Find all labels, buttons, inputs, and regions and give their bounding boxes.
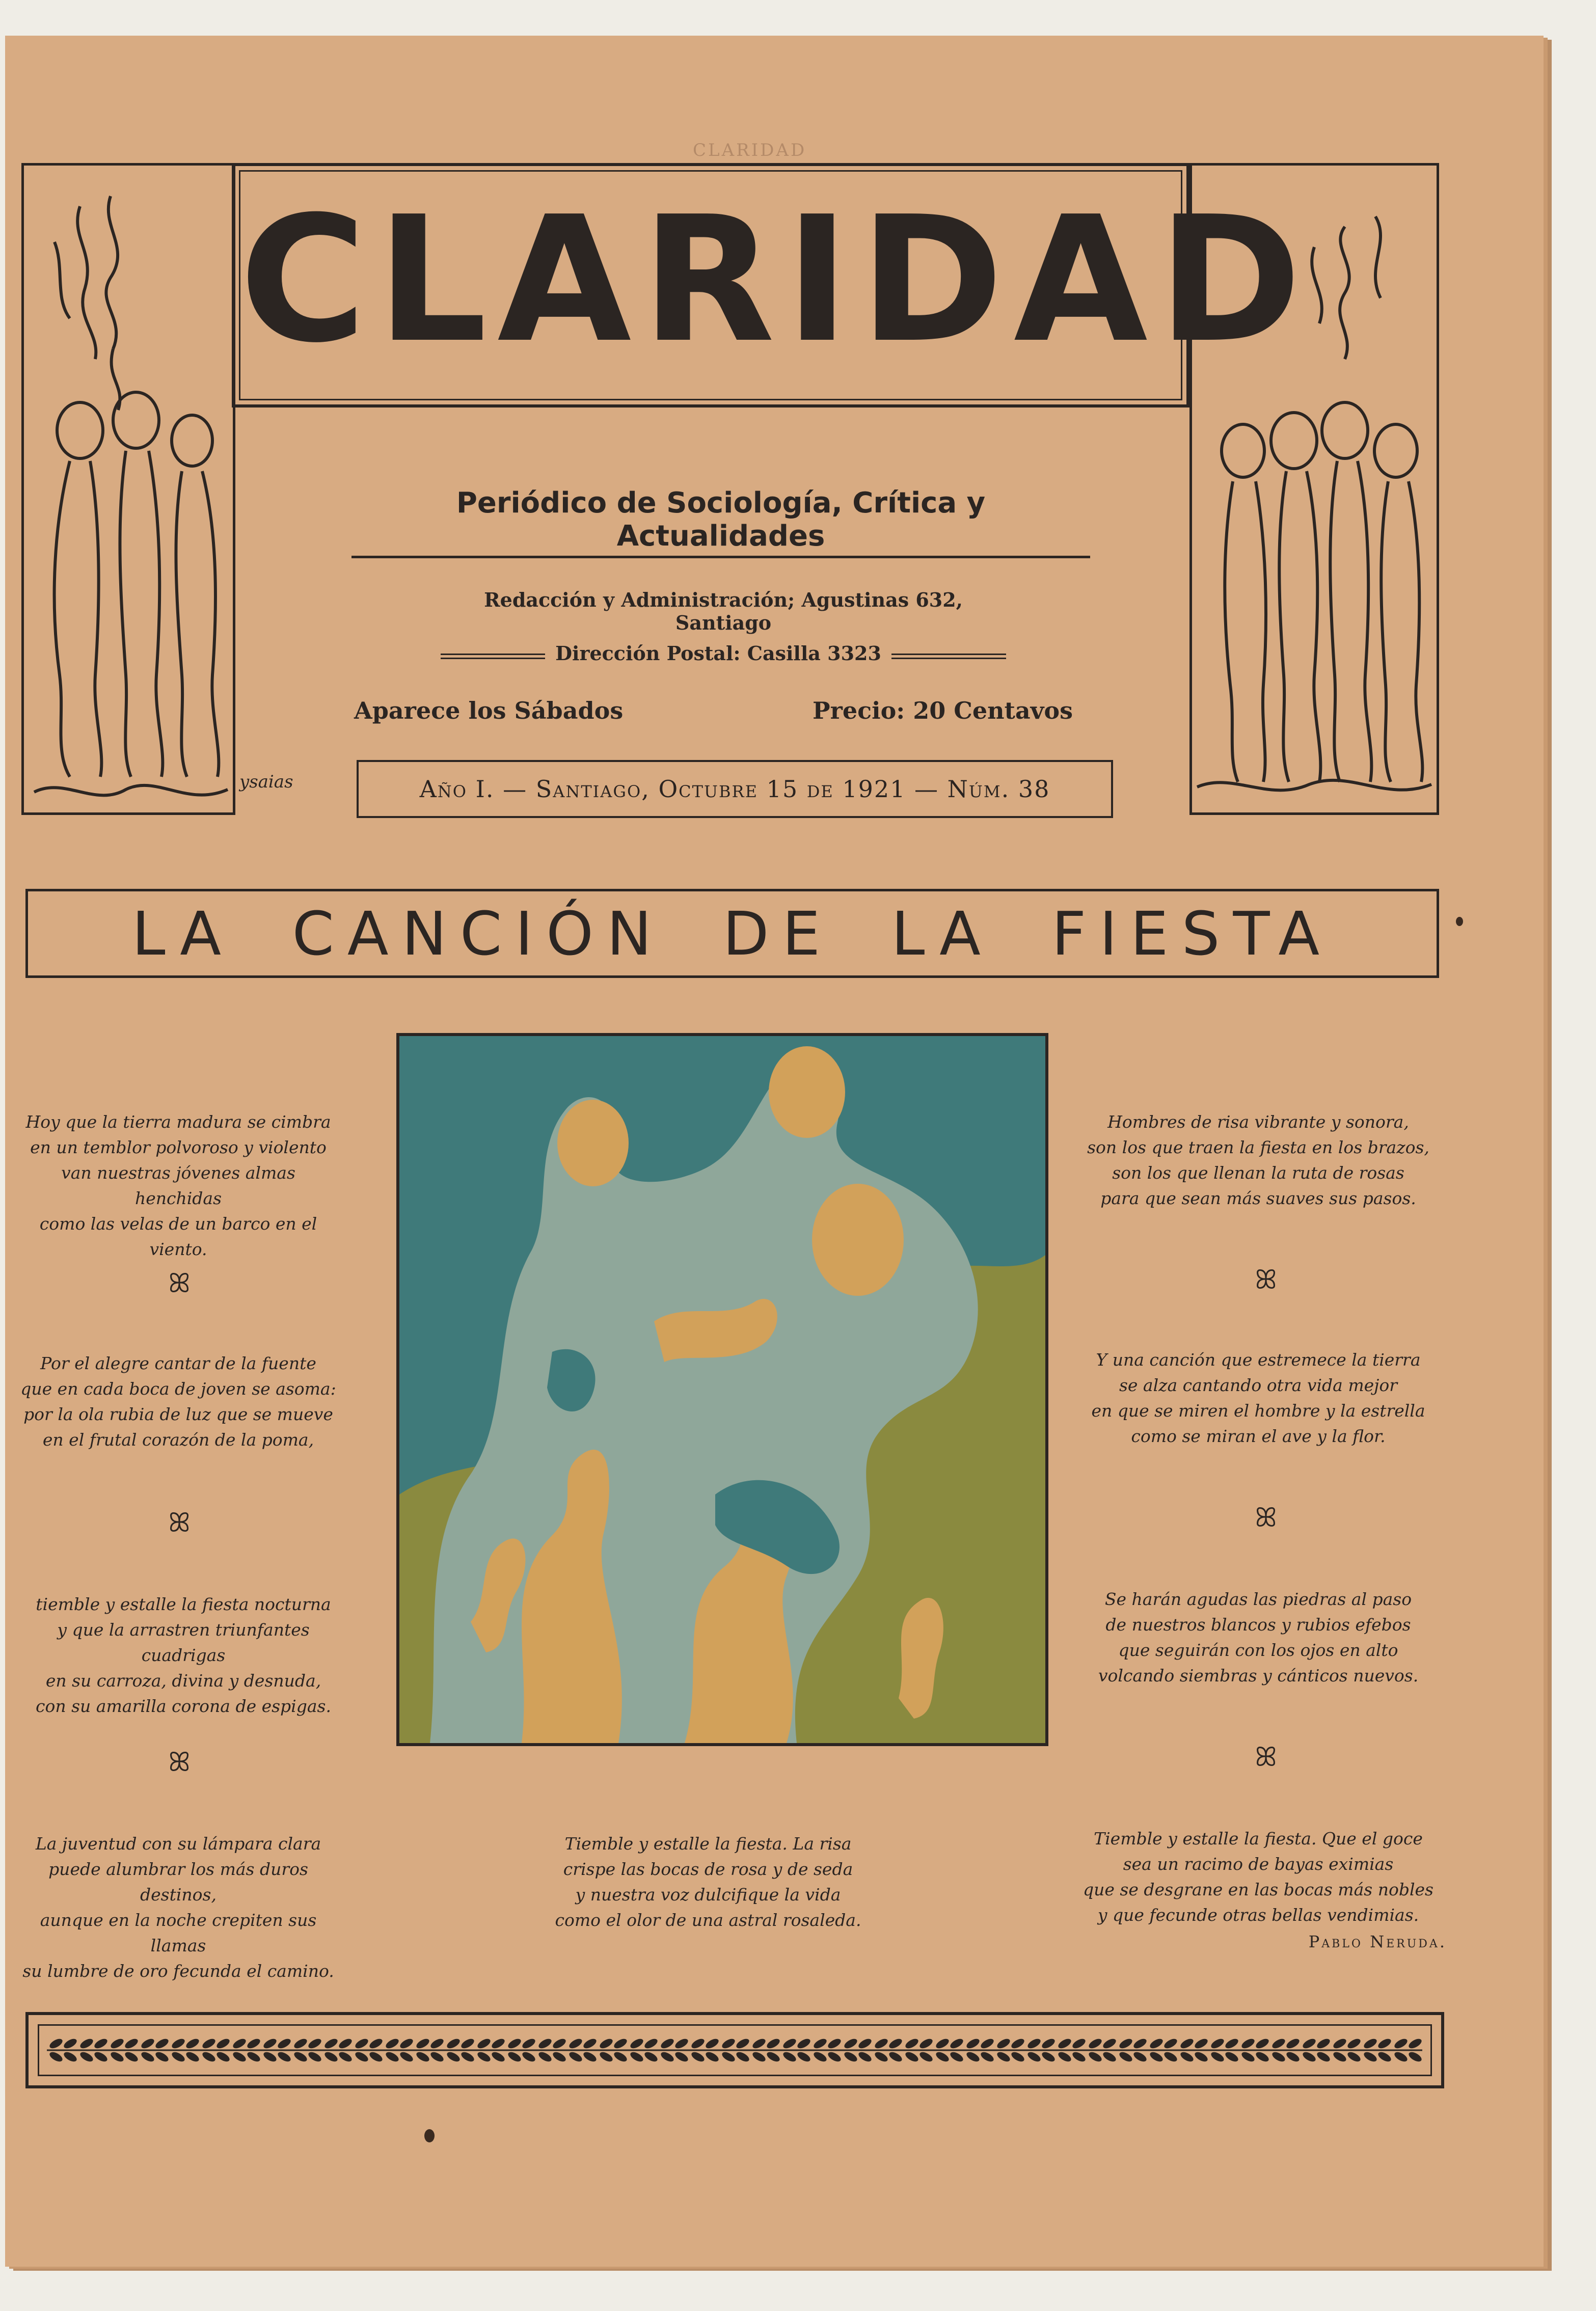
postal-rule-left <box>441 654 545 659</box>
author-signature: Pablo Neruda. <box>1308 1932 1447 1951</box>
laurel-pattern-ornament <box>47 2032 1422 2068</box>
stanza-left-3: tiemble y estalle la fiesta nocturna y que la arrastren triunfantes cuadrigas en su carroza, divina y desnuda, con su amarilla corona de espigas. <box>36 1594 331 1716</box>
postal-line: Dirección Postal: Casilla 3323 <box>555 642 881 665</box>
article-headline: LA CANCIÓN DE LA FIESTA <box>131 898 1333 969</box>
page-speck <box>424 2129 435 2142</box>
stanza-right-4: Tiemble y estalle la fiesta. Que el goce sea un racimo de bayas eximias que se desgrane en las bocas más nobles y que fecunde otras bellas vendimias. <box>1083 1829 1433 1925</box>
page-speck <box>1456 917 1463 926</box>
stanza-left-1: Hoy que la tierra madura se cimbra en un temblor polvoroso y violento van nuestras jóvenes almas henchidas como las velas de un barco en el viento. <box>25 1112 331 1259</box>
fleuron-ornament-icon: ꕤ <box>168 1747 191 1778</box>
decorative-leaf-border <box>25 2012 1444 2088</box>
fleuron-ornament-icon: ꕤ <box>1255 1503 1277 1533</box>
artist-signature: ysaias <box>239 772 293 792</box>
stanza-left-4: La juventud con su lámpara clara puede alumbrar los más duros destinos, aunque en la noche crepiten sus llamas su lumbre de oro fecunda el camino. <box>22 1834 334 1981</box>
fleuron-ornament-icon: ꕤ <box>1255 1742 1277 1773</box>
fleuron-ornament-icon: ꕤ <box>168 1268 191 1299</box>
dancing-figures-left-illustration <box>24 166 233 812</box>
stanza-right-2: Y una canción que estremece la tierra se alza cantando otra vida mejor en que se miren el hombre y la estrella como se miran el ave y la flor. <box>1091 1350 1425 1446</box>
issue-info-box <box>357 760 1113 818</box>
postal-rule-right <box>891 654 1006 659</box>
fleuron-ornament-icon: ꕤ <box>168 1508 191 1538</box>
stanza-right-3: Se harán agudas las piedras al paso de nuestros blancos y rubios efebos que seguirán con los ojos en alto volcando siembras y cánticos nuevos. <box>1098 1589 1419 1685</box>
address-line: Redacción y Administración; Agustinas 632, Santiago <box>484 588 963 634</box>
headline-frame <box>25 889 1439 978</box>
schedule-line: Aparece los Sábados <box>354 697 624 724</box>
left-figure-panel <box>21 163 235 815</box>
price-line: Precio: 20 Centavos <box>813 697 1073 724</box>
wrestling-figures-illustration <box>399 1036 1045 1743</box>
stanza-center: Tiemble y estalle la fiesta. La risa crispe las bocas de rosa y de seda y nuestra voz dulcifique la vida como el olor de una astral rosaleda. <box>555 1834 861 1930</box>
masthead-title: CLARIDAD <box>239 179 1312 381</box>
center-illustration <box>396 1033 1048 1746</box>
stanza-left-2: Por el alegre cantar de la fuente que en cada boca de joven se asoma: por la ola rubia de luz que se mueve en el frutal corazón de la poma, <box>20 1353 336 1450</box>
running-head: CLARIDAD <box>693 140 807 160</box>
stanza-right-1: Hombres de risa vibrante y sonora, son los que traen la fiesta en los brazos, son los que llenan la ruta de rosas para que sean más suaves sus pasos. <box>1087 1112 1429 1208</box>
fleuron-ornament-icon: ꕤ <box>1255 1265 1277 1295</box>
issue-info: Año I. — Santiago, Octubre 15 de 1921 — Núm. 38 <box>419 775 1050 803</box>
masthead-subtitle: Periódico de Sociología, Crítica y Actualidades <box>351 486 1090 558</box>
